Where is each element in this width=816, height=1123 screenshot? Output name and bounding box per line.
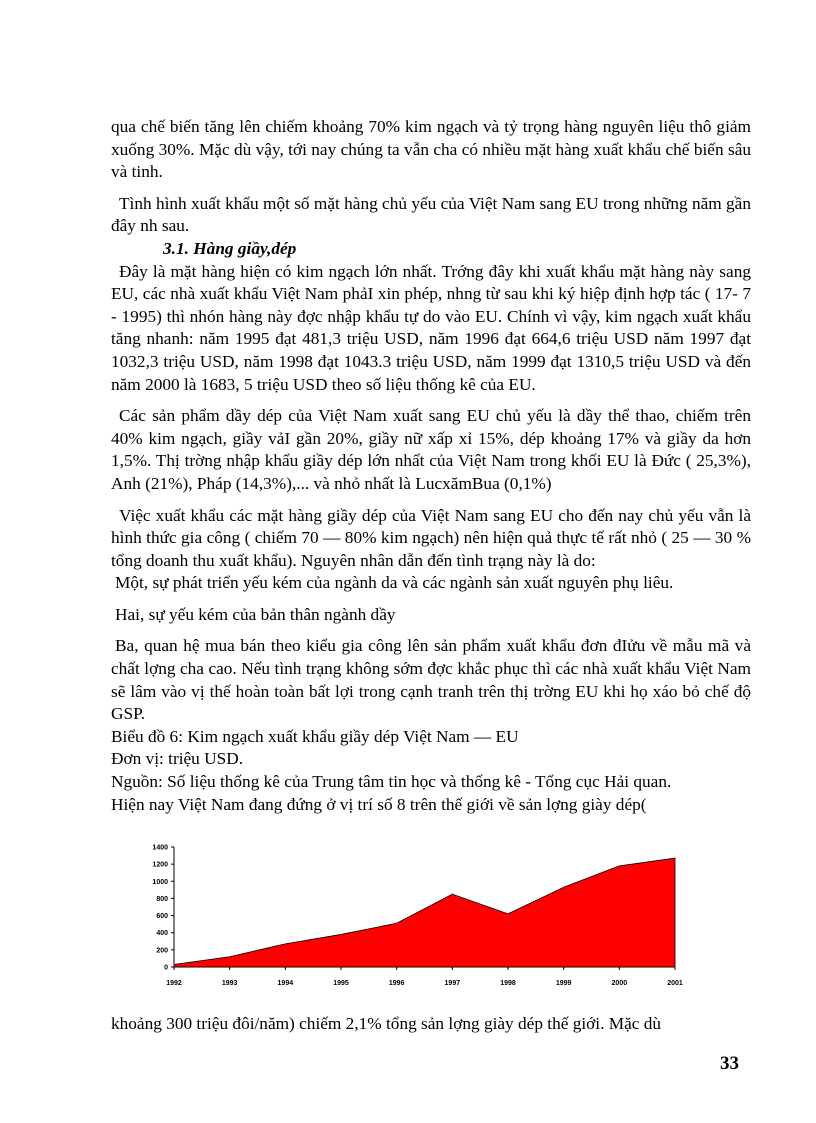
x-tick-label: 1997 — [444, 980, 461, 987]
x-tick-label: 1992 — [166, 980, 182, 987]
chart-unit: Đơn vị: triệu USD. — [111, 749, 244, 769]
paragraph-intro: qua chế biến tăng lên chiếm khoảng 70% kim ngạch và tỷ trọng hàng nguyên liệu thô giảm xuống 30%. Mặc dù vậy, tới nay chúng ta vẫn cha có nhiều mặt hàng xuất khẩu chế biến sâu và tinh. — [111, 117, 751, 182]
document-body — [111, 116, 751, 816]
paragraph-processing: Việc xuất khẩu các mặt hàng giầy dép của Việt Nam sang EU cho đến nay chủ yếu vẫn là hình thức gia công ( chiếm 70 — 80% kim ngạch) nên hiện quả thực tế rất nhỏ ( 25 — 30 % tổng doanh thu xuất khẩu). Nguyên nhân dẫn đến tình trạng này là do: — [111, 505, 751, 570]
y-tick-label: 1200 — [152, 861, 168, 869]
export-area-chart — [124, 839, 700, 999]
chart-source: Nguồn: Số liệu thống kê của Trung tâm tin học và thống kê - Tổng cục Hải quan. — [111, 772, 672, 792]
area-series — [174, 858, 675, 967]
y-tick-label: 1000 — [152, 878, 168, 886]
paragraph-continuation: khoảng 300 triệu đôi/năm) chiếm 2,1% tổng sản lợng giày dép thế giới. Mặc dù — [111, 1014, 662, 1033]
data-point — [619, 865, 620, 866]
data-point — [229, 956, 230, 957]
data-point — [173, 964, 174, 965]
data-point — [340, 934, 341, 935]
x-tick-label: 2000 — [611, 980, 628, 987]
paragraph-ranking: Hiện nay Việt Nam đang đứng ở vị trí số 8 trên thế giới về sản lợng giày dép( — [111, 794, 647, 814]
chart-svg — [124, 839, 700, 999]
x-tick-label: 1999 — [555, 980, 572, 987]
paragraph-product-mix: Các sản phẩm dầy dép của Việt Nam xuất sang EU chủ yếu là dầy thể thao, chiếm trên 40% kim ngạch, giầy vảI gần 20%, giầy nữ xấp xỉ 15%, dép khoảng 17% và giầy da hơn 1,5%. Thị trờng nhập khẩu giầy dép lớn nhất của Việt Nam trong khối EU là Đức ( 25,3%), Anh (21%), Pháp (14,3%),... và nhỏ nhất là LucxămBua (0,1%) — [111, 406, 751, 493]
section-heading: 3.1. Hàng giầy,dép — [163, 238, 297, 258]
x-tick-label: 2001 — [667, 980, 683, 987]
x-tick-label: 1998 — [500, 980, 516, 987]
data-point — [563, 887, 564, 888]
y-tick-label: 800 — [156, 895, 168, 903]
reason-two: Hai, sự yếu kém của bản thân ngành dầy — [115, 604, 396, 624]
chart-caption: Biểu đồ 6: Kim ngạch xuất khẩu giầy dép Việt Nam — EU — [111, 726, 519, 746]
data-point — [674, 858, 675, 859]
x-tick-label: 1996 — [388, 980, 405, 987]
paragraph-overview: Tình hình xuất khẩu một số mặt hàng chủ yếu của Việt Nam sang EU trong những năm gần đây nh sau. — [111, 193, 751, 236]
data-point — [285, 943, 286, 944]
x-tick-label: 1994 — [277, 980, 294, 987]
x-tick-label: 1995 — [333, 980, 349, 987]
data-point — [452, 894, 453, 895]
y-tick-label: 400 — [156, 930, 168, 938]
data-point — [396, 923, 397, 924]
reason-three: Ba, quan hệ mua bán theo kiểu gia công lên sản phẩm xuất khẩu đơn đIửu về mẫu mã và chất lợng cha cao. Nếu tình trạng không sớm đợc khắc phục thì các nhà xuất khẩu Việt Nam sẽ lâm vào vị thế hoàn toàn bất lợi trong cạnh tranh trên thị trờng EU khi họ xáo bỏ chế độ GSP. — [111, 636, 751, 724]
page-number: 33 — [720, 1053, 739, 1074]
y-tick-label: 1400 — [152, 844, 168, 852]
y-tick-label: 600 — [156, 913, 168, 921]
paragraph-footwear-growth: Đây là mặt hàng hiện có kim ngạch lớn nhất. Trớng đây khi xuất khẩu mặt hàng này sang EU, các nhà xuất khẩu Việt Nam phảI xin phép, nhng từ sau khi ký hiệp định hợp tác ( 17- 7 - 1995) thì nhón hàng này đợc nhập khẩu tự do vào EU. Chính vì vậy, kim ngạch xuất khẩu tăng nhanh: năm 1995 đạt 481,3 triệu USD, năm 1996 đạt 664,6 triệu USD năm 1997 đạt 1032,3 triệu USD, năm 1998 đạt 1043.3 triệu USD, năm 1999 đạt 1310,5 triệu USD và đến năm 2000 là 1683, 5 triệu USD theo số liệu thống kê của EU. — [111, 261, 751, 394]
reason-one: Một, sự phát triển yếu kém của ngành da và các ngành sản xuất nguyên phụ liêu. — [115, 573, 674, 593]
continuation-text-block — [111, 1013, 751, 1036]
y-tick-label: 200 — [156, 947, 168, 955]
x-tick-label: 1993 — [221, 980, 238, 987]
y-tick-label: 0 — [164, 964, 168, 972]
data-point — [507, 913, 508, 914]
